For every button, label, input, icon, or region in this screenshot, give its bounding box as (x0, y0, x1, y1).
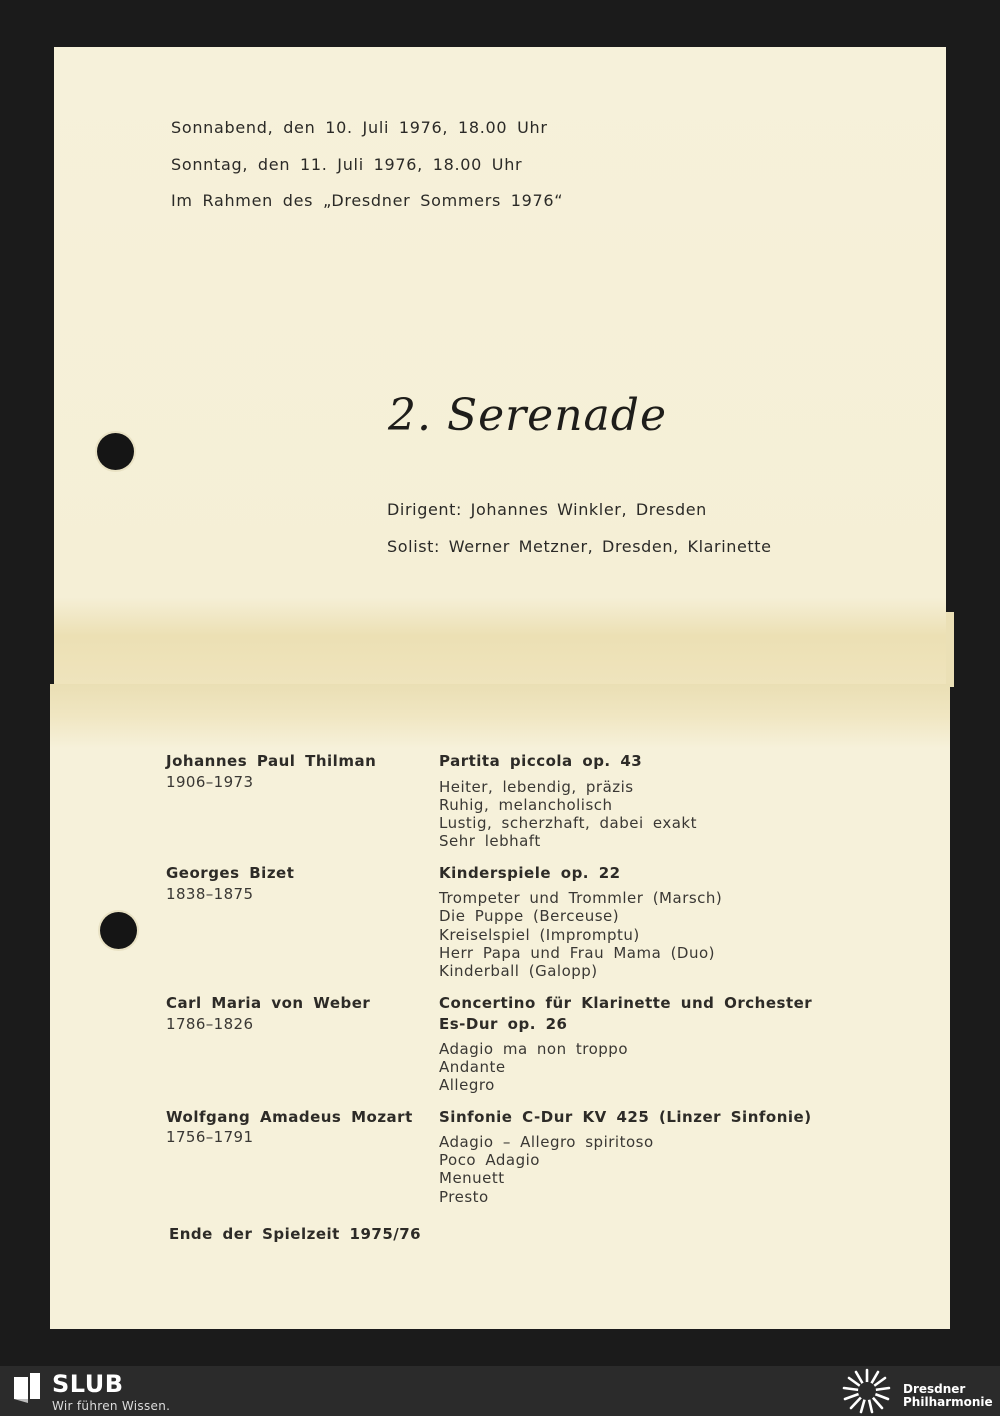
composer-lifespan: 1838–1875 (166, 885, 254, 903)
movement: Adagio – Allegro spiritoso (439, 1133, 654, 1151)
composer-name: Wolfgang Amadeus Mozart (166, 1108, 413, 1126)
work-subtitle: Es-Dur op. 26 (439, 1015, 568, 1033)
movement: Poco Adagio (439, 1151, 540, 1169)
movement: Presto (439, 1188, 489, 1206)
partner-name-line-2: Philharmonie (903, 1395, 993, 1409)
season-end-note: Ende der Spielzeit 1975/76 (169, 1225, 422, 1243)
composer-name: Georges Bizet (166, 864, 295, 882)
upper-sheet (54, 47, 946, 687)
composer-lifespan: 1906–1973 (166, 773, 254, 791)
slub-name: SLUB (52, 1370, 124, 1398)
movement: Kinderball (Galopp) (439, 962, 598, 980)
composer-name: Johannes Paul Thilman (166, 752, 377, 770)
movement: Herr Papa und Frau Mama (Duo) (439, 944, 716, 962)
fold-tab (946, 612, 954, 687)
composer-lifespan: 1786–1826 (166, 1015, 254, 1033)
work-title: Partita piccola op. 43 (439, 752, 643, 770)
movement: Andante (439, 1058, 506, 1076)
conductor-credit: Dirigent: Johannes Winkler, Dresden (387, 500, 707, 519)
work-title: Kinderspiele op. 22 (439, 864, 621, 882)
movement: Sehr lebhaft (439, 832, 541, 850)
movement: Allegro (439, 1076, 495, 1094)
movement: Trompeter und Trommler (Marsch) (439, 889, 723, 907)
movement: Heiter, lebendig, präzis (439, 778, 634, 796)
movement: Lustig, scherzhaft, dabei exakt (439, 814, 697, 832)
movement: Kreiselspiel (Impromptu) (439, 926, 640, 944)
soloist-credit: Solist: Werner Metzner, Dresden, Klarinette (387, 537, 772, 556)
composer-name: Carl Maria von Weber (166, 994, 371, 1012)
festival-line: Im Rahmen des „Dresdner Sommers 1976“ (171, 191, 564, 210)
work-title: Concertino für Klarinette und Orchester (439, 994, 813, 1012)
composer-lifespan: 1756–1791 (166, 1128, 254, 1146)
movement: Ruhig, melancholisch (439, 796, 613, 814)
work-title: Sinfonie C-Dur KV 425 (Linzer Sinfonie) (439, 1108, 812, 1126)
punch-hole-lower (100, 912, 137, 949)
slub-tagline: Wir führen Wissen. (52, 1399, 171, 1413)
page-title: 2. Serenade (388, 390, 667, 441)
philharmonie-logo-icon (842, 1368, 892, 1414)
movement: Menuett (439, 1169, 505, 1187)
slub-logo-icon (14, 1373, 40, 1403)
punch-hole-upper (97, 433, 134, 470)
date-line-2: Sonntag, den 11. Juli 1976, 18.00 Uhr (171, 155, 523, 174)
movement: Adagio ma non troppo (439, 1040, 628, 1058)
movement: Die Puppe (Berceuse) (439, 907, 620, 925)
date-line-1: Sonnabend, den 10. Juli 1976, 18.00 Uhr (171, 118, 548, 137)
partner-name-line-1: Dresdner (903, 1382, 966, 1396)
